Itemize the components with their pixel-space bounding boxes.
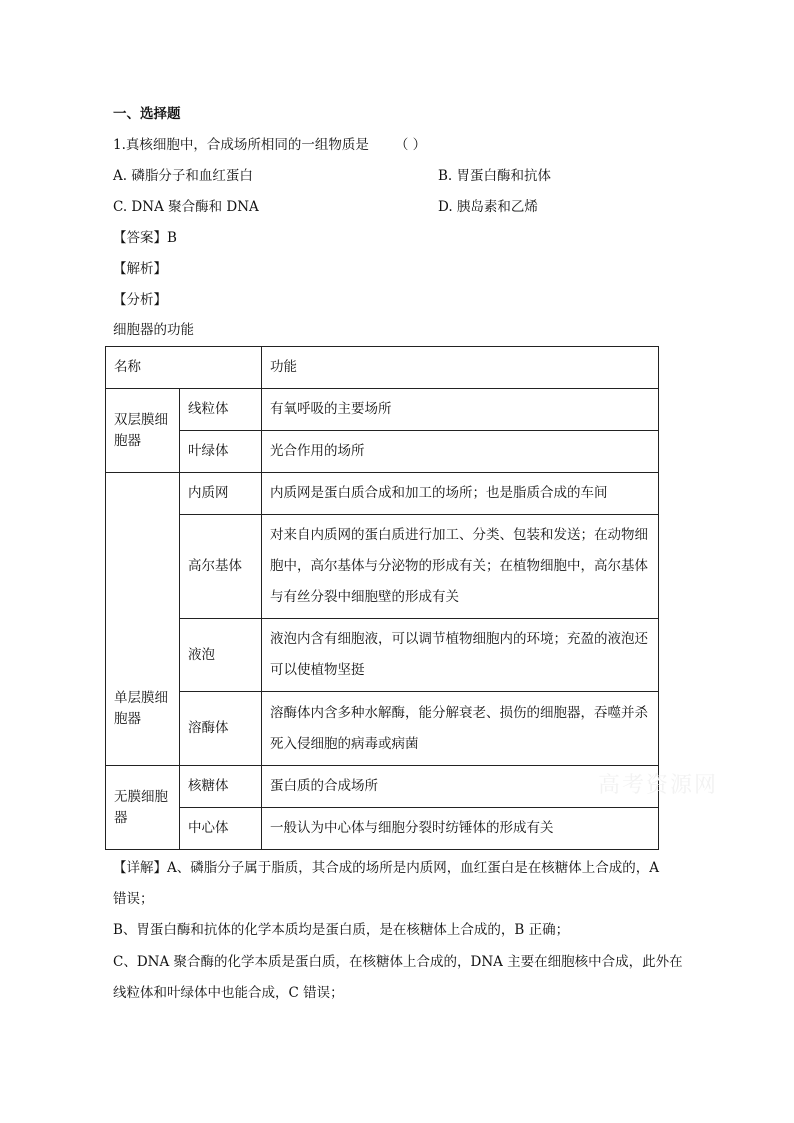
group-no-membrane: 无膜细胞器 [106, 766, 180, 850]
organelle-table [105, 346, 659, 850]
table-row [106, 766, 659, 808]
table-row [106, 473, 659, 515]
table-header-row [106, 347, 659, 389]
detail-c-line1: C、DNA 聚合酶的化学本质是蛋白质，在核糖体上合成的，DNA 主要在细胞核中合成，此外在 [113, 954, 683, 970]
header-function: 功能 [262, 347, 659, 389]
detail-b-line: B、胃蛋白酶和抗体的化学本质均是蛋白质，是在核糖体上合成的，B 正确； [113, 922, 570, 938]
table-caption: 细胞器的功能 [113, 322, 194, 338]
organelle-name: 液泡 [180, 619, 262, 692]
table-row [106, 389, 659, 431]
detail-c-line2: 线粒体和叶绿体中也能合成，C 错误； [113, 985, 344, 1001]
answer-line: 【答案】B [113, 230, 177, 246]
option-d: D. 胰岛素和乙烯 [438, 199, 538, 215]
watermark: 高考资源网 [598, 773, 719, 798]
table-row [106, 692, 659, 766]
table-row [106, 808, 659, 850]
group-single-membrane: 单层膜细胞器 [106, 473, 180, 766]
organelle-function: 有氧呼吸的主要场所 [262, 389, 659, 431]
table-row [106, 619, 659, 692]
organelle-name: 核糖体 [180, 766, 262, 808]
fenxi-heading: 【分析】 [113, 292, 167, 308]
organelle-name: 溶酶体 [180, 692, 262, 766]
organelle-function: 液泡内含有细胞液，可以调节植物细胞内的环境；充盈的液泡还可以使植物坚挺 [262, 619, 659, 692]
organelle-function: 溶酶体内含多种水解酶，能分解衰老、损伤的细胞器，吞噬并杀死入侵细胞的病毒或病菌 [262, 692, 659, 766]
organelle-name: 叶绿体 [180, 431, 262, 473]
organelle-name: 中心体 [180, 808, 262, 850]
option-a: A. 磷脂分子和血红蛋白 [113, 168, 253, 184]
organelle-name: 线粒体 [180, 389, 262, 431]
organelle-function: 对来自内质网的蛋白质进行加工、分类、包装和发送；在动物细胞中，高尔基体与分泌物的形成有关；在植物细胞中，高尔基体与有丝分裂中细胞壁的形成有关 [262, 515, 659, 619]
question-text: 1.真核细胞中，合成场所相同的一组物质是 [113, 137, 369, 153]
header-name: 名称 [106, 347, 262, 389]
jiexi-heading: 【解析】 [113, 261, 167, 277]
detail-a-line1: 【详解】A、磷脂分子属于脂质，其合成的场所是内质网，血红蛋白是在核糖体上合成的，A [113, 860, 659, 876]
answer-blank: （ ） [394, 137, 427, 153]
organelle-function: 内质网是蛋白质合成和加工的场所；也是脂质合成的车间 [262, 473, 659, 515]
group-double-membrane: 双层膜细胞器 [106, 389, 180, 473]
organelle-name: 内质网 [180, 473, 262, 515]
organelle-function: 一般认为中心体与细胞分裂时纺锤体的形成有关 [262, 808, 659, 850]
organelle-name: 高尔基体 [180, 515, 262, 619]
table-row [106, 431, 659, 473]
table-row [106, 515, 659, 619]
question-stem [113, 137, 426, 153]
detail-a-line2: 错误； [113, 891, 154, 907]
option-b: B. 胃蛋白酶和抗体 [438, 168, 552, 184]
organelle-function: 光合作用的场所 [262, 431, 659, 473]
section-title: 一、选择题 [113, 106, 181, 122]
option-c: C. DNA 聚合酶和 DNA [113, 199, 259, 215]
organelle-function: 蛋白质的合成场所 [262, 766, 659, 808]
